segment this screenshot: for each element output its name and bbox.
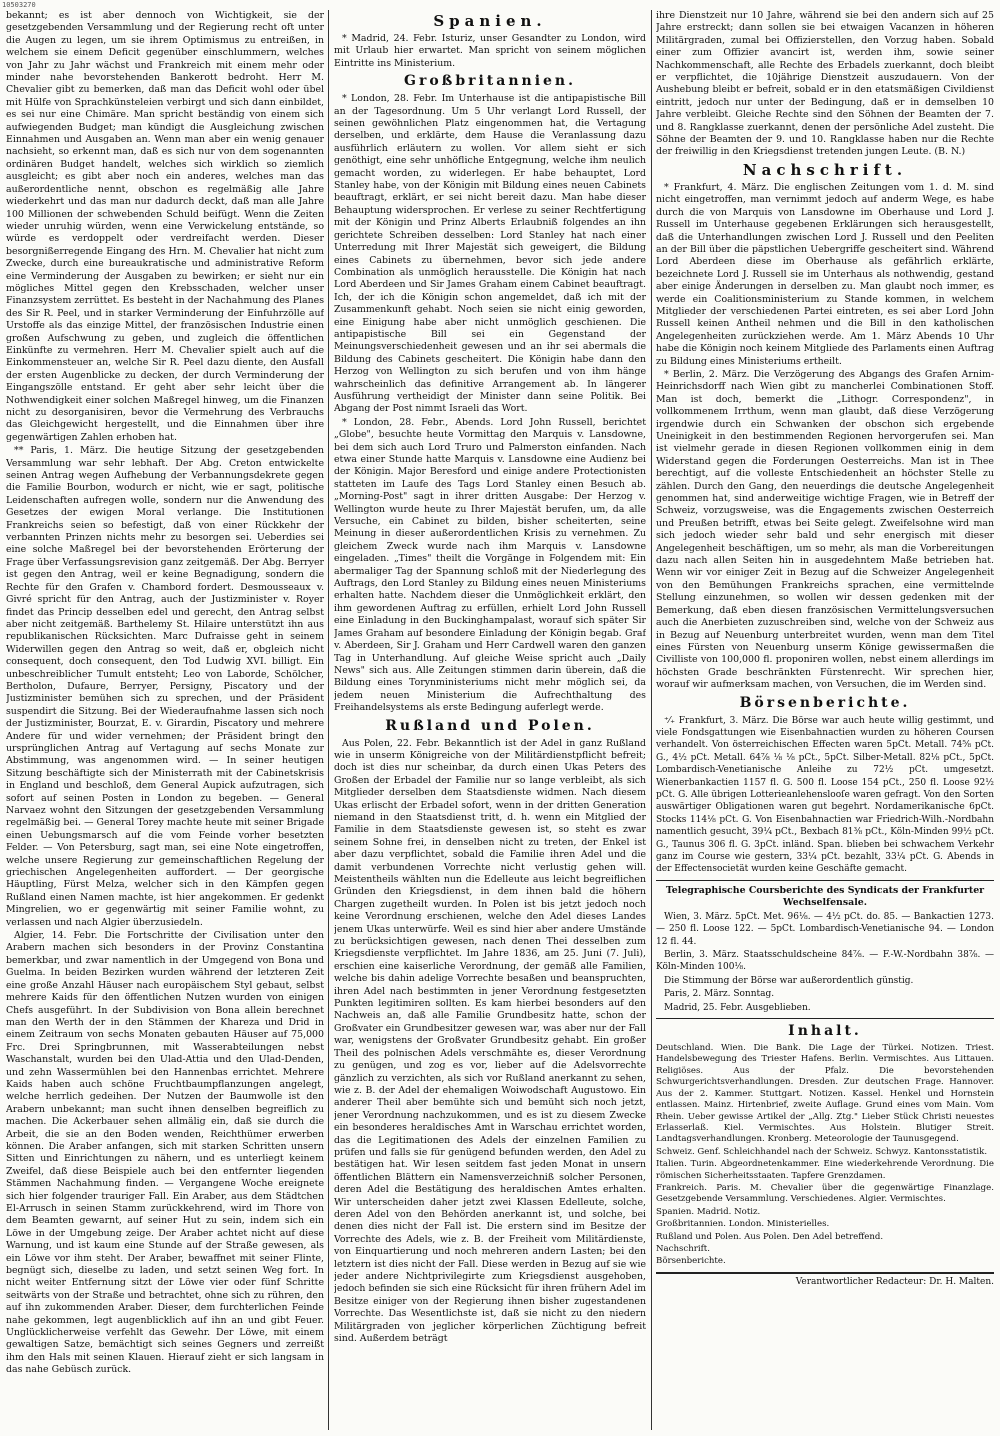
article-paragraph: Aus Polen, 22. Febr. Bekanntlich ist der Adel in ganz Rußland wie in unserm Königreiche von der Militärdienstpflicht befreit; doch ist dies nur scheinbar, da durch einen Ukas Peters des Großen der Erbadel der Familie nur so lange verbleibt, als sich Mitglieder derselben dem Staatsdienste widmen. Nach diesem Ukas erlischt der Erbadel sofort, wenn in der dritten Generation niemand in den Staatsdienst tritt, d. h. wenn ein Mitglied der Familie in dem Staatsdienste gewesen ist, so steht es zwar seinem Sohne frei, in denselben nicht zu treten, der Enkel ist aber dazu verpflichtet, sobald die Familie ihren Adel und die damit verbundenen Vorrechte nicht verlustig gehen will. Meistentheils wählten nun die Edelleute aus leicht begreiflichen Gründen den Kriegsdienst, in dem ihnen bald die höhern Chargen zugetheilt wurden. In Polen ist bis jetzt jedoch noch keine Verordnung erschienen, welche den Adel dieses Landes jenem Ukas unterwürfe. Weil es sind hier aber andere Umstände zu berücksichtigen gewesen, nach denen Thei desselben zum Kriegsdienste verpflichtet. Im Jahre 1836, am 25. Juni (7. Juli), erschien eine kaiserliche Verordnung, der gemäß alle Familien, welche bis dahin adelige Vorrechte besaßen und beanspruchten, ihren Adel nach bestimmten in jener Verordnung festgesetzten Punkten legitimiren sollten. Es kam hierbei besonders auf den Nachweis an, daß alle Familie Grundbesitz hatte, schon der Großvater ein Grundbesitzer gewesen war, was aber nur der Fall war, wenigstens der Großvater Grundbesitz gehabt. Ein großer Theil des polnischen Adels verschmähte es, dieser Verordnung zu genügen, und zog es vor, lieber auf die Adelsvorrechte gänzlich zu verzichten, als sich vor Rußland anerkannt zu sehen, wie z. B. der Adel der ehemaligen Woiwodschaft Augustowo. Ein anderer Theil aber bemühte sich und bemüht sich noch jetzt, jener Verordnung nachzukommen, und es ist zu diesem Zwecke ein besonderes heraldisches Amt in Warschau errichtet worden, das die Legitimationen des Adels der einzelnen Familien zu prüfen und falls sie für genügend befunden werden, den Adel zu bestätigen hat. Wir lesen seitdem fast jeden Monat in unsern öffentlichen Blättern ein Namensverzeichniß solcher Personen, deren Adel die Bestätigung des heraldischen Amtes erhalten. Wir unterscheiden daher jetzt zwei Klassen Edelleute, solche, deren Adel von den Behörden anerkannt ist, und solche, bei denen dies nicht der Fall ist. Die erstern sind im Besitze der Vorrechte des Adels, wie z. B. der Freiheit vom Militärdienste, von Einquartierung und noch mehreren andern Lasten; bei den letztern ist dies nicht der Fall. Diese werden in Bezug auf sie wie jeder andere Nichtprivilegirte zum Kriegsdienst ausgehoben, jedoch befinden sie sich eine Rücksicht für ihren frühern Adel im Besitze einiger von der Regierung ihnen bisher zugestandenen Vorrechte. Das Wesentlichste ist, daß sie nicht zu den niedern Militärgraden von jeglicher körperlichen Züchtigung befreit sind. Außerdem beträgt	[334, 737, 646, 1345]
article-paragraph: ⁺⁄₊ Frankfurt, 3. März. Die Börse war auch heute willig gestimmt, und viele Fondsgattungen wie Eisenbahnactien wurden zu höheren Coursen verhandelt. Von österreichischen Effecten waren 5pCt. Metall. 74⅝ pCt. G., 4½ pCt. Metall. 64⅞ ⅛ ⅛ pCt., 5pCt. Silber-Metall. 82⅛ pCt., 5pCt. Lombardisch-Venetianische Anleihe zu 72½ pCt. umgesetzt. Wienerbankactien 1157 fl. G. 500 fl. Loose 154 pCt., 250 fl. Loose 92½ pCt. G. Alle übrigen Lotterieanlehenslooſe waren gefragt. Von den Sorten auswärtiger Obligationen waren gut begehrt. Nordamerikanische 6pCt. Stocks 114⅛ pCt. G. Von Eisenbahnactien war Friedrich-Wilh.-Nordbahn namentlich gesucht, 39¼ pCt., Bexbach 81⅜ pCt., Köln-Minden 99½ pCt. G., Taunus 306 fl. G. 3pCt. inländ. Span. blieben bei schwachem Verkehr ganz im Course wie gestern, 33¼ pCt. bezahlt, 33¼ pCt. G. Abends in der Effectensocietät wurden keine Geschäfte gemacht.	[656, 715, 994, 875]
telegraph-block	[656, 911, 994, 1014]
article-paragraph: ** Paris, 1. März. Die heutige Sitzung der gesetzgebenden Versammlung war sehr lebhaft. Der Abg. Creton entwickelte seinen Antrag wegen Aufhebung der Verbannungsdekrete gegen die Familie Bourbon, wodurch er nicht, wie er sagt, politische Leidenschaften aufregen wolle, sondern nur die Anwendung des Gesetzes der ewigen Moral verlange. Die Institutionen Frankreichs seien so befestigt, daß von einer Rückkehr der verbannten Prinzen nichts mehr zu besorgen sei. Ueberdies sei eine solche Maßregel bei der bevorstehenden Erörterung der Frage über Verfassungsrevision ganz zeitgemäß. Der Abg. Berryer ist gegen den Antrag, weil er keine Begnadigung, sondern die Rechte für den Grafen v. Chambord fordert. Desmousseaux v. Givré spricht für den Antrag, auch der Justizminister v. Royer findet das Princip desselben edel und gerecht, den Antrag selbst aber nicht zeitgemäß. Barthelemy St. Hilaire unterstützt ihn aus republikanischen Rücksichten. Marc Dufraisse geht in seinem Widerwillen gegen den Antrag so weit, daß er, obgleich nicht consequent, doch consequent, den Tod Ludwig XVI. billigt. Ein unbeschreiblicher Tumult entsteht; Leo von Laborde, Schölcher, Bertholon, Dufaure, Berryer, Persigny, Piscatory und der Justizminister bemühen sich zu sprechen, und der Präsident suspendirt die Sitzung. Bei der Wiederaufnahme lassen sich noch der Justizminister, Bourzat, E. v. Girardin, Piscatory und mehrere Andere für und wider vernehmen; der Präsident bringt den ursprünglichen Antrag auf Vertagung auf sechs Monate zur Abstimmung, was angenommen wird. — In seiner heutigen Sitzung beschäftigte sich der Ministerrath mit der Cabinetskrisis in England und beschloß, dem General Aupick aufzutragen, sich sofort auf seinen Posten in London zu begeben. — General Narvaez wohnt den Sitzungen der gesetzgebenden Versammlung regelmäßig bei. — General Torey machte heute mit seiner Brigade einen Uebungsmarsch auf die vom Feinde vorher besetzten Felder. — Von Petersburg, sagt man, sei eine Note eingetroffen, welche unsere Regierung zur gemeinschaftlichen Regelung der griechischen Angelegenheiten auffordert. — Der georgische Häuptling, Fürst Melza, welcher sich in den Kämpfen gegen Rußland einen Namen machte, ist hier angekommen. Er gedenkt Mingrelien, wo er gegenwärtig mit seiner Familie wohnt, zu verlassen und nach Algier überzusiedeln.	[6, 445, 324, 928]
toc-entry: Nachschrift.	[656, 1243, 710, 1254]
section-rule	[656, 1018, 994, 1019]
article-paragraph: * Berlin, 2. März. Die Verzögerung des Abgangs des Grafen Arnim-Heinrichsdorff nach Wien gibt zu mancherlei Combinationen Stoff. Man ist doch, bemerkt die „Lithogr. Correspondenz", in vollkommenem Irrthum, wenn man glaubt, daß diese Verzögerung irgendwie durch ein Schwanken der obschon sich ergebende Uneinigkeit in den bestimmenden Regionen hervorgerufen sei. Man ist vielmehr gerade in diesen Regionen vollkommen einig in dem Widerstand gegen die Forderungen Oesterreichs. Man ist in Thee berechtigt, auf die volleste Entschiedenheit an höchster Stelle zu zählen. Durch den Gang, den neuerdings die deutsche Angelegenheit genommen hat, sind anderweitige wichtige Fragen, wie in Betreff der Schweiz, vorzugsweise, was die Engagements zwischen Oesterreich und Preußen betrifft, etwas bei Seite gelegt. Zweifelsohne wird man sich jedoch wieder sehr bald und sehr energisch mit dieser Angelegenheit beschäftigen, um so mehr, als man die Vorbereitungen dazu nach allen Seiten hin in ausgedehntem Maße betrieben hat. Wenn wir vor einiger Zeit in Bezug auf die Schweizer Angelegenheit von den Bemühungen Frankreichs sprachen, eine vermittelnde Stellung einzunehmen, so wollen wir dessen gedenken mit der Bemerkung, daß eben diesen französischen Vermittelungsversuchen auch die Anerbieten zuzuschreiben sind, welche von der Schweiz aus in Bezug auf Neuenburg unterbreitet wurden, wenn man dem Titel eines Fürsten von Neuenburg unserm Könige gewissermaßen die Civilliste von 100,000 fl. proponiren wollen, nebst einem allerdings im höchsten Grade beschränkten Fürstenrecht. Wir sprechen hier, worauf wir aufmerksam machen, von Versuchen, die im Werden sind.	[656, 368, 994, 691]
toc-entry: Schweiz. Genf. Schleichhandel nach der Schweiz. Schwyz. Kantonsstatistik.	[656, 1146, 988, 1157]
telegraph-line: Wien, 3. März. 5pCt. Met. 96⅛. — 4½ pCt. do. 85. — Bankactien 1273. — 250 fl. Loose 122. — 5pCt. Lombardisch-Venetianische 94. — London 12 fl. 44.	[656, 911, 994, 947]
editor-credit: Verantwortlicher Redacteur: Dr. H. Malten.	[656, 1272, 994, 1288]
column-right	[656, 10, 994, 1430]
toc-entry: Rußland und Polen. Aus Polen. Den Adel betreffend.	[656, 1231, 884, 1242]
article-paragraph: * London, 28. Febr., Abends. Lord John Russell, berichtet „Globe", besuchte heute Vormittag den Marquis v. Lansdowne, bei dem sich auch Lord Truro und Palmerston einfanden. Nach etwa einer Stunde hatte Marquis v. Lansdowne eine Audienz bei der Königin. Major Beresford und einige andere Protectionisten statteten im Laufe des Tags Lord Stanley einen Besuch ab. „Morning-Post" sagt in ihrer dritten Ausgabe: Der Herzog v. Wellington wurde heute zu Ihrer Majestät berufen, um, da alle Versuche, ein Cabinet zu bilden, bisher scheiterten, seine Meinung in dieser außerordentlichen Krisis zu vernehmen. Zu gleichem Zweck wurde nach ihm Marquis v. Lansdowne eingeladen. „Times" theilt die Vorgänge in Folgendem mit: Ein abermaliger Tag der Spannung schloß mit der Niederlegung des Auftrags, den Lord Stanley zu Bildung eines neuen Ministeriums erhalten hatte. Nachdem dieser die Unmöglichkeit erklärt, den ihm gewordenen Auftrag zu erfüllen, erhielt Lord John Russell eine Einladung in den Buckinghampalast, worauf sich später Sir James Graham auf besondere Einladung der Königin begab. Graf v. Aberdeen, Sir J. Graham und Herr Cardwell waren den ganzen Tag in Unterhandlung. Auf gleiche Weise spricht auch „Daily News" sich aus. Alle Zeitungen stimmen darin überein, daß die Bildung eines Torynministeriums nicht mehr möglich sei, da jedem neuen Ministerium die Aufrechthaltung des Freihandelsystems als erste Bedingung auferlegt werde.	[334, 416, 646, 714]
article-paragraph: Algier, 14. Febr. Die Fortschritte der Civilisation unter den Arabern machen sich besonders in der Provinz Constantina bemerkbar, und zwar namentlich in der Umgegend von Bona und Guelma. In beiden Bezirken wurden während der letzteren Zeit eine große Anzahl Häuser nach europäischem Styl gebaut, selbst mehrere Kaids für den öffentlichen Nutzen wurden von einigen Chefs ausgeführt. In der Subdivision von Bona allein berechnet man den Werth der in den Stämmen der Khareza und Drid in einem Zeitraum von sechs Monaten gebauten Häuser auf 75,000 Frc. Drei Springbrunnen, mit Wasserabteilungen nebst Waschanstalt, wurden bei den Ulad-Attia und den Ulad-Denden, und zehn Wassermühlen bei den Hannenbas errichtet. Mehrere Kaids haben auch schöne Fruchtbaumpflanzungen angelegt, welche herrlich gedeihen. Der Nutzen der Baumwolle ist den Arabern unbekannt; man sucht ihnen denselben begreiflich zu machen. Die Ackerbauer sehen allmälig ein, daß sie durch die Arbeit, die sie an den Boden wenden, Reichthümer erwerben können. Die Araber anfangen, sich mit starken Schritten unsern Sitten und Einrichtungen zu nähern, und es unterliegt keinem Zweifel, daß diese Beispiele auch bei den entfernter liegenden Stämmen Nachahmung finden. — Vergangene Woche ereignete sich hier folgender trauriger Fall. Ein Araber, aus dem Städtchen El-Arrusch in seinen Stamm zurückkehrend, wird im Thore von dem Beamten gewarnt, auf seiner Hut zu sein, indem sich ein Löwe in der Umgebung zeige. Der Araber achtet nicht auf diese Warnung, und ist kaum eine Stunde auf der Straße gewesen, als ein Löwe vor ihm steht. Der Araber, bewaffnet mit seiner Flinte, begnügt sich, dieselbe zu laden, und setzt seinen Weg fort. In nicht weiter Entfernung sitzt der Löwe vier oder fünf Schritte seitwärts von der Straße und betrachtet, ohne sich zu rühren, den auf ihn zukommenden Araber. Dieser, dem furchterlichen Feinde nahe gekommen, legt augenblicklich auf ihn an und gibt Feuer. Unglücklicherweise verfehlt das Gewehr. Der Löwe, mit einem gewaltigen Satze, bemächtigt sich seines Gegners und zerreißt ihm den Hals mit seinen Klauen. Hierauf zieht er sich langsam in das nahe Gebüsch zurück.	[6, 930, 324, 1376]
column-left	[6, 10, 324, 1430]
stock-report-block	[656, 715, 994, 876]
telegraph-title: Telegraphische Coursberichte des Syndicats der Frankfurter Wechselfensale.	[665, 884, 985, 908]
section-heading-great-britain: Großbritannien.	[404, 73, 576, 90]
section-rule	[656, 880, 994, 881]
toc-entry: Spanien. Madrid. Notiz.	[656, 1206, 761, 1217]
toc-entry: Börsenberichte.	[656, 1256, 726, 1267]
toc-entry: Großbritannien. London. Ministerielles.	[656, 1219, 830, 1230]
section-heading-postscript: Nachschrift.	[742, 160, 908, 179]
section-heading-russia-poland: Rußland und Polen.	[385, 717, 595, 734]
telegraph-line: Madrid, 25. Febr. Ausgeblieben.	[664, 1002, 811, 1013]
toc-entry: Deutschland. Wien. Die Bank. Die Lage der Türkei. Notizen. Triest. Handelsbewegung des Triester Hafens. Berlin. Vermischtes. Aus Littauen. Religiöses. Aus der Pfalz. Die bevorstehenden Schwurgerichtsverhandlungen. Dresden. Zur deutschen Frage. Hannover. Aus der 2. Kammer. Stuttgart. Notizen. Kassel. Henkel und Hornstein entlassen. Mainz. Hirtenbrief, zweite Auflage. Grund eines vom Main. Vom Rhein. Ueber gewisse Artikel der „Allg. Ztg." Lieber Stück Christi neuestes Erlasserlaß. Kiel. Vermischtes. Aus Holstein. Blutiger Streit. Landtagsverhandlungen. Kronberg. Meteorologie der Taunusgegend.	[656, 1043, 994, 1145]
telegraph-line: Die Stimmung der Börse war außerordentlich günstig.	[664, 975, 914, 986]
article-paragraph: ihre Dienstzeit nur 10 Jahre, während sie bei den andern sich auf 25 Jahre erstreckt; dann sollen sie bei etwaigen Vacanzen in höheren Militärgraden, zumal bei Offizierstellen, den Vorzug haben. Sobald einer zum Offizier avancirt ist, werden ihm, sowie seiner Nachkommenschaft, alle Rechte des Erbadels zuerkannt, doch bleibt er verpflichtet, die 10jährige Dienstzeit auszudauern. Von der Aushebung bleibt er befreit, sobald er in den etatsmäßigen Civildienst eintritt, jedoch nur unter der Bedingung, daß er in demselben 10 Jahre verbleibt. Gleiche Rechte sind den Söhnen der Beamten der 7. und 8. Rangklasse zuerkannt, denen der persönliche Adel zusteht. Die Söhne der Beamten der 9. und 10. Rangklasse haben nur die Rechte der freiwillig in den Kriegsdienst tretenden jungen Leute. (B. N.)	[656, 10, 994, 158]
column-divider	[328, 10, 329, 1430]
toc-entry: Frankreich. Paris. M. Chevalier über die gegenwärtige Finanzlage. Gesetzgebende Versammlung. Verschiedenes. Algier. Vermischtes.	[656, 1182, 994, 1205]
article-paragraph: bekannt; es ist aber dennoch von Wichtigkeit, sie der gesetzgebenden Versammlung und der Regierung recht oft unter die Augen zu legen, um sie ihrem Optimismus zu entreißen, in welchem sie einem Deficit gegenüber einschlummern, welches von Jahr zu Jahr wächst und Frankreich mit einem mehr oder minder nahe bevorstehenden Bankerott bedroht. Herr M. Chevalier gibt zu bemerken, daß man das Deficit wohl oder übel mit Hülfe von Sprachkünsteleien verbirgt und sich dann einbildet, es sei nur eine Chimäre. Man spricht beständig von einem sich aufwiegenden Budget; man kündigt die Ausgleichung zwischen Einnahmen und Ausgaben an. Wenn man aber ein wenig genauer nachsieht, so erkennt man, daß es sich nur von dem sogenannten ordinären Budget handelt, welches sich wirklich so ziemlich ausgleicht; es gibt aber noch ein anderes, welches man das außerordentliche nennt, obschon es regelmäßig alle Jahre wiederkehrt und das man nur dadurch deckt, daß man alle Jahre 100 Millionen der schwebenden Schuld beifügt. Wenn die Zeiten wieder unruhig würden, wenn eine Verwickelung entstände, so würde es verdoppelt oder verdreifacht werden. Dieser besorgnißerregende Eingang des Hrn. M. Chevalier hat nicht zum Zwecke, durch eine bureaukratische und administrative Reform eine Verminderung der Ausgaben zu bewirken; er sieht nur ein mögliches Mittel gegen den Krebsschaden, welcher unser Finanzsystem zerrüttet. Es besteht in der Nachahmung des Planes des Sir R. Peel, und in starker Verminderung der Einfuhrzölle auf Urstoffe als das einzige Mittel, der französischen Industrie einen großen Aufschwung zu geben, und zugleich die öffentlichen Einkünfte zu vermehren. Herr M. Chevalier spielt auch auf die Einkommensteuer an, welche Sir R. Peel dazu diente, den Ausfall der ersten Augenblicke zu decken, der durch Verminderung der Eingangszölle entstand. Er geht aber sehr leicht über die Nothwendigkeit einer solchen Maßregel hinweg, um die Finanzen nicht zu desorganisiren, bevor die Vermehrung des Verbrauchs das Gleichgewicht hergestellt, und die Einnahmen über ihre gegenwärtigen Zahlen erhoben hat.	[6, 10, 324, 443]
section-heading-spain: Spanien.	[433, 12, 547, 30]
page-id: 10503270	[2, 1, 36, 9]
telegraph-line: Paris, 2. März. Sonntag.	[664, 989, 775, 1000]
toc-entry: Italien. Turin. Abgeordnetenkammer. Eine wiederkehrende Verordnung. Die römischen Sicherheitsstaaten. Tapfere Grenzdamen.	[656, 1159, 994, 1181]
section-heading-contents: Inhalt.	[788, 1023, 862, 1040]
telegraph-line: Berlin, 3. März. Staatsschuldscheine 84⅞. — F.-W.-Nordbahn 38⅞. — Köln-Minden 100⅛.	[656, 950, 994, 973]
article-paragraph: * London, 28. Febr. Im Unterhause ist die antipapistische Bill an der Tagesordnung. Um 5 Uhr verlangt Lord Russell, der seinen gewöhnlichen Platz eingenommen hat, die Vertagung derselben, und erklärte, dem Hause die Veranlassung dazu ausführlich erläutern zu wollen. Vor allem sieht er sich genöthigt, eine sehr unhöfliche Entgegnung, welche ihm neulich gemacht worden, zu widerlegen. Er habe behauptet, Lord Stanley habe, von der Königin mit Bildung eines neuen Cabinets beauftragt, erklärt, er sei nicht bereit dazu. Man habe dieser Behauptung widersprochen. Er verlese zu seiner Rechtfertigung mit der Königin und Prinz Alberts Erlaubniß folgendes an ihn gerichtete Schreiben desselben: Lord Stanley hat nach einer Unterredung mit Ihrer Majestät sich geweigert, die Bildung eines Cabinets zu übernehmen, bevor sich jede andere Combination als unmöglich herausstelle. Die Königin hat nach Lord Aberdeen und Sir James Graham einem Cabinet beauftragt. Ich, der ich die Königin schon angemeldet, daß ich mit der Zusammenkunft gehabt. Noch seien sie nicht einig geworden, eine Einigung habe aber nicht unmöglich geschienen. Die antipapistische Bill sei ein Gegenstand der Meinungsverschiedenheit gewesen und an ihr sei abermals die Bildung des Cabinets gescheitert. Die Königin habe dann den Herzog von Wellington zu sich berufen und von ihm hänge wahrscheinlich das definitive Arrangement ab. In längerer Ausführung vertheidigt der Minister dann seine Politik. Bei Abgang der Post nimmt Israeli das Wort.	[334, 93, 646, 415]
section-heading-stock-reports: Börsenberichte.	[739, 694, 911, 711]
column-middle	[334, 10, 646, 1430]
column-divider	[651, 10, 652, 1430]
table-of-contents	[656, 1043, 994, 1268]
article-paragraph: * Madrid, 24. Febr. Isturiz, unser Gesandter zu London, wird mit Urlaub hier erwartet. Man spricht von seinem möglichen Eintritte ins Ministerium.	[334, 33, 646, 69]
article-paragraph: * Frankfurt, 4. März. Die englischen Zeitungen vom 1. d. M. sind nicht eingetroffen, man vernimmt jedoch auf anderm Wege, es habe durch die von Marquis von Lansdowne im Oberhause und Lord J. Russell im Unterhause gegebenen Erklärungen sich herausgestellt, daß die Unterhandlungen zwischen Lord J. Russell und den Peeliten an der Bill über die päpstlichen Uebergriffe gescheitert sind. Während Lord Aberdeen diese im Oberhause als gefährlich erklärte, bezeichnete Lord J. Russell sie im Unterhaus als nothwendig, gestand aber einige Änderungen in derselben zu. Man glaubt noch immer, es werde ein Coalitionsministerium zu Stande kommen, in welchem Mitglieder der verschiedenen Partei eintreten, es sei aber Lord John Russell keinen Antheil nehmen und die Bill in den katholischen Angelegenheiten zurückziehen werde. Am 1. März Abends 10 Uhr habe die Königin noch keinem Mitgliede des Parlaments einen Auftrag zu Bildung eines Ministeriums ertheilt.	[656, 181, 994, 367]
